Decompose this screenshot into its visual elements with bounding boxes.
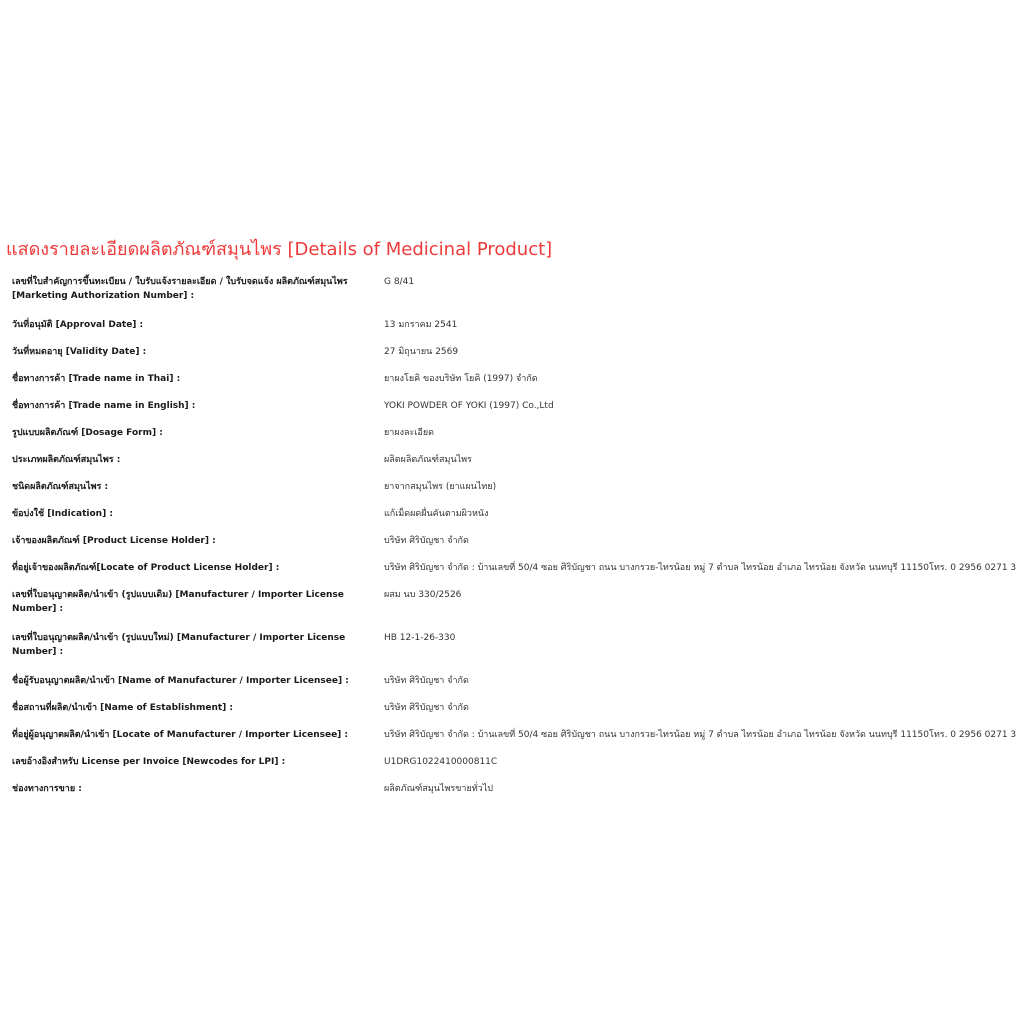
detail-value: บริษัท ศิริบัญชา จำกัด: [384, 676, 469, 686]
detail-value: HB 12-1-26-330: [384, 633, 456, 643]
detail-label: ชนิดผลิตภัณฑ์สมุนไพร :: [12, 482, 109, 492]
detail-row-approval-date: [12, 317, 1024, 344]
detail-value: บริษัท ศิริบัญชา จำกัด : บ้านเลขที่ 50/4 ซอย ศิริบัญชา ถนน บางกรวย-ไทรน้อย หมู่ 7 ตำบล ไทรน้อย อำเภอ ไทรน้อย จังหวัด นนทบุรี 11150โทร. 0 2956 0271 3: [384, 730, 1017, 740]
detail-row-lpi-code: [12, 754, 1024, 781]
detail-value: ผสม นบ 330/2526: [384, 590, 462, 600]
detail-value: บริษัท ศิริบัญชา จำกัด: [384, 703, 469, 713]
detail-value: ยาผงโยคิ ของบริษัท โยคิ (1997) จำกัด: [384, 374, 538, 384]
detail-value: G 8/41: [384, 277, 415, 287]
detail-label: ชื่อสถานที่ผลิต/นำเข้า [Name of Establishment] :: [12, 703, 233, 713]
detail-row-indication: [12, 506, 1024, 533]
detail-label: ข้อบ่งใช้ [Indication] :: [12, 509, 113, 519]
detail-row-license-number-old: [12, 587, 1024, 630]
detail-label: ที่อยู่ผู้อนุญาตผลิต/นำเข้า [Locate of Manufacturer / Importer Licensee] :: [12, 730, 349, 740]
detail-row-trade-name-english: [12, 398, 1024, 425]
detail-row-licensee-name: [12, 673, 1024, 700]
detail-row-dosage-form: [12, 425, 1024, 452]
detail-label: เลขที่ใบอนุญาตผลิต/นำเข้า (รูปแบบเดิม) [Manufacturer / Importer License Number] :: [12, 590, 344, 614]
detail-value: ยาผงละเอียด: [384, 428, 434, 438]
detail-value: ผลิตภัณฑ์สมุนไพรขายทั่วไป: [384, 784, 493, 794]
detail-label: ชื่อผู้รับอนุญาตผลิต/นำเข้า [Name of Manufacturer / Importer Licensee] :: [12, 676, 349, 686]
detail-label: ประเภทผลิตภัณฑ์สมุนไพร :: [12, 455, 121, 465]
detail-label: เลขอ้างอิงสำหรับ License per Invoice [Newcodes for LPI] :: [12, 757, 286, 767]
detail-row-product-category: [12, 452, 1024, 479]
detail-label: รูปแบบผลิตภัณฑ์ [Dosage Form] :: [12, 428, 163, 438]
detail-row-license-holder: [12, 533, 1024, 560]
detail-row-trade-name-thai: [12, 371, 1024, 398]
detail-row-product-type: [12, 479, 1024, 506]
detail-label: ชื่อทางการค้า [Trade name in English] :: [12, 401, 196, 411]
detail-row-establishment-name: [12, 700, 1024, 727]
detail-row-sales-channel: [12, 781, 1024, 808]
detail-label: วันที่หมดอายุ [Validity Date] :: [12, 347, 147, 357]
detail-value: แก้เม็ดผดผื่นคันตามผิวหนัง: [384, 509, 489, 519]
detail-row-validity-date: [12, 344, 1024, 371]
detail-value: ยาจากสมุนไพร (ยาแผนไทย): [384, 482, 497, 492]
detail-value: ผลิตผลิตภัณฑ์สมุนไพร: [384, 455, 472, 465]
detail-label: เลขที่ใบอนุญาตผลิต/นำเข้า (รูปแบบใหม่) [Manufacturer / Importer License Number] :: [12, 633, 346, 657]
details-table: [12, 274, 1024, 808]
detail-value: 13 มกราคม 2541: [384, 320, 458, 330]
detail-row-license-number-new: [12, 630, 1024, 673]
detail-label: ที่อยู่เจ้าของผลิตภัณฑ์[Locate of Product License Holder] :: [12, 563, 280, 573]
detail-value: YOKI POWDER OF YOKI (1997) Co.,Ltd: [384, 401, 554, 411]
detail-row-marketing-authorization: [12, 274, 1024, 317]
detail-value: บริษัท ศิริบัญชา จำกัด: [384, 536, 469, 546]
detail-row-license-holder-address: [12, 560, 1024, 587]
detail-label: ชื่อทางการค้า [Trade name in Thai] :: [12, 374, 181, 384]
detail-value: U1DRG1022410000811C: [384, 757, 498, 767]
detail-value: บริษัท ศิริบัญชา จำกัด : บ้านเลขที่ 50/4 ซอย ศิริบัญชา ถนน บางกรวย-ไทรน้อย หมู่ 7 ตำบล ไทรน้อย อำเภอ ไทรน้อย จังหวัด นนทบุรี 11150โทร. 0 2956 0271 3: [384, 563, 1017, 573]
detail-value: 27 มิถุนายน 2569: [384, 347, 459, 357]
detail-label: เจ้าของผลิตภัณฑ์ [Product License Holder] :: [12, 536, 216, 546]
detail-row-licensee-address: [12, 727, 1024, 754]
detail-label: ช่องทางการขาย :: [12, 784, 82, 794]
detail-label: เลขที่ใบสำคัญการขึ้นทะเบียน / ใบรับแจ้งรายละเอียด / ใบรับจดแจ้ง ผลิตภัณฑ์สมุนไพร [Marketing Authorization Number] :: [12, 277, 348, 301]
page-title: แสดงรายละเอียดผลิตภัณฑ์สมุนไพร [Details of Medicinal Product]: [6, 239, 553, 260]
detail-label: วันที่อนุมัติ [Approval Date] :: [12, 320, 144, 330]
